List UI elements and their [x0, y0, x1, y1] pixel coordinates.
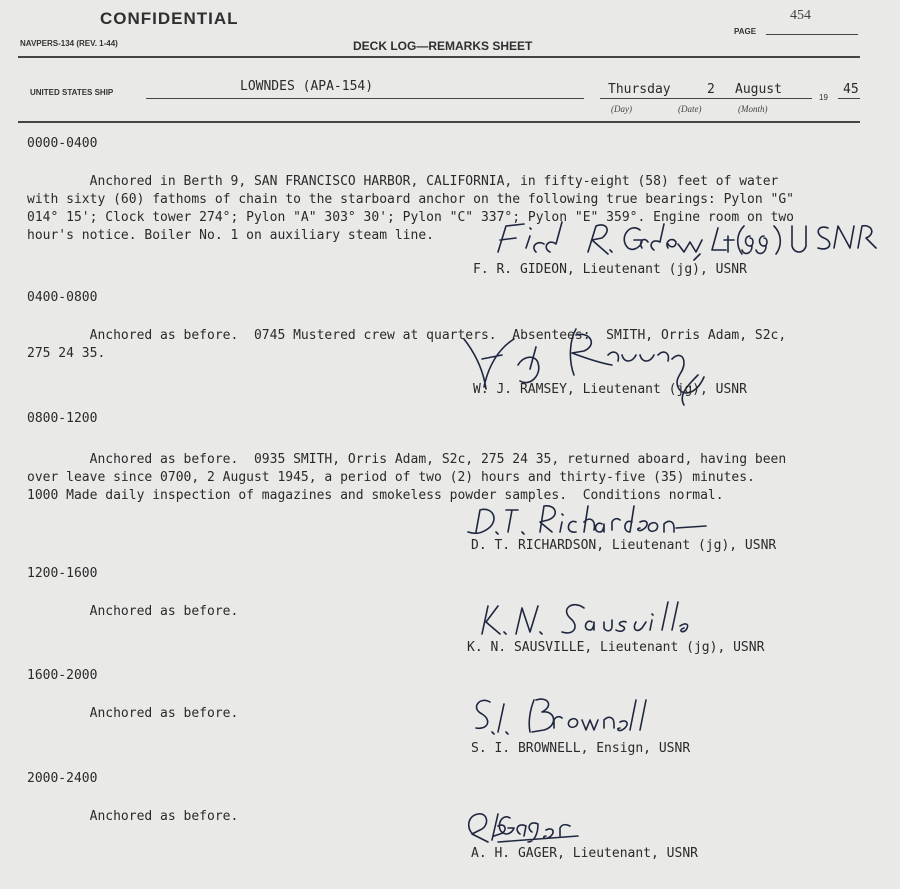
signature-typed: D. T. RICHARDSON, Lieutenant (jg), USNR	[471, 538, 777, 553]
classification-label: CONFIDENTIAL	[100, 9, 239, 28]
watch-period: 0800-1200	[27, 411, 98, 426]
signature-typed: W. J. RAMSEY, Lieutenant (jg), USNR	[473, 382, 747, 397]
signature-brownell	[470, 692, 660, 742]
signature-ramsey	[458, 325, 728, 415]
signature-gideon	[492, 218, 887, 262]
ship-name: LOWNDES (APA-154)	[240, 79, 374, 94]
year-suffix: 45	[843, 82, 859, 97]
log-entry-text: Anchored in Berth 9, SAN FRANCISCO HARBOR, CALIFORNIA, in fifty-eight (58) feet of water with sixty (60) fathoms of chain to the starboard anchor on the following true bearings: Pylon "G" 014° 15'; Clock tower 274°; Pylon "A" 303° 30'; Pylon "C" 337°; Pylon "E" 359°. Engine room on two hour's notice. Boiler No. 1 on auxiliary steam line.	[27, 174, 795, 243]
watch-period: 0000-0400	[27, 136, 98, 151]
page-label: PAGE	[734, 27, 757, 36]
year-prefix: 19	[819, 93, 828, 102]
log-entry-text: Anchored as before. 0745 Mustered crew at quarters. Absentees: SMITH, Orris Adam, S2c, 275 24 35.	[27, 328, 787, 361]
header-bottom-divider	[18, 121, 860, 123]
signature-gager	[458, 806, 608, 850]
header-divider	[18, 56, 860, 58]
log-date: 2	[707, 82, 715, 97]
year-underline	[838, 98, 860, 99]
signature-typed: S. I. BROWNELL, Ensign, USNR	[471, 741, 691, 756]
form-number: NAVPERS-134 (REV. 1-44)	[20, 39, 118, 48]
log-entry-text: Anchored as before.	[27, 706, 239, 721]
log-month: August	[735, 82, 782, 97]
signature-richardson	[466, 500, 716, 540]
ship-name-underline	[146, 98, 584, 99]
month-caption: (Month)	[738, 104, 768, 114]
page-number-underline	[766, 34, 858, 35]
signature-typed: A. H. GAGER, Lieutenant, USNR	[471, 846, 698, 861]
page-number: 454	[790, 8, 811, 23]
log-day: Thursday	[608, 82, 671, 97]
form-title: DECK LOG—REMARKS SHEET	[353, 39, 533, 53]
date-underline	[600, 98, 812, 99]
watch-period: 2000-2400	[27, 771, 98, 786]
signature-typed: F. R. GIDEON, Lieutenant (jg), USNR	[473, 262, 747, 277]
watch-period: 1600-2000	[27, 668, 98, 683]
day-caption: (Day)	[611, 104, 632, 114]
date-caption: (Date)	[678, 104, 702, 114]
ship-label: UNITED STATES SHIP	[30, 88, 114, 97]
signature-typed: K. N. SAUSVILLE, Lieutenant (jg), USNR	[467, 640, 765, 655]
log-entry-text: Anchored as before. 0935 SMITH, Orris Adam, S2c, 275 24 35, returned aboard, having been over leave since 0700, 2 August 1945, a period of two (2) hours and thirty-five (35) minutes. 1000 Made daily inspection of magazines and smokeless powder samples. Conditions normal.	[27, 452, 787, 503]
signature-sausville	[476, 596, 716, 640]
watch-period: 0400-0800	[27, 290, 98, 305]
log-entry-text: Anchored as before.	[27, 809, 239, 824]
log-entry-text: Anchored as before.	[27, 604, 239, 619]
watch-period: 1200-1600	[27, 566, 98, 581]
